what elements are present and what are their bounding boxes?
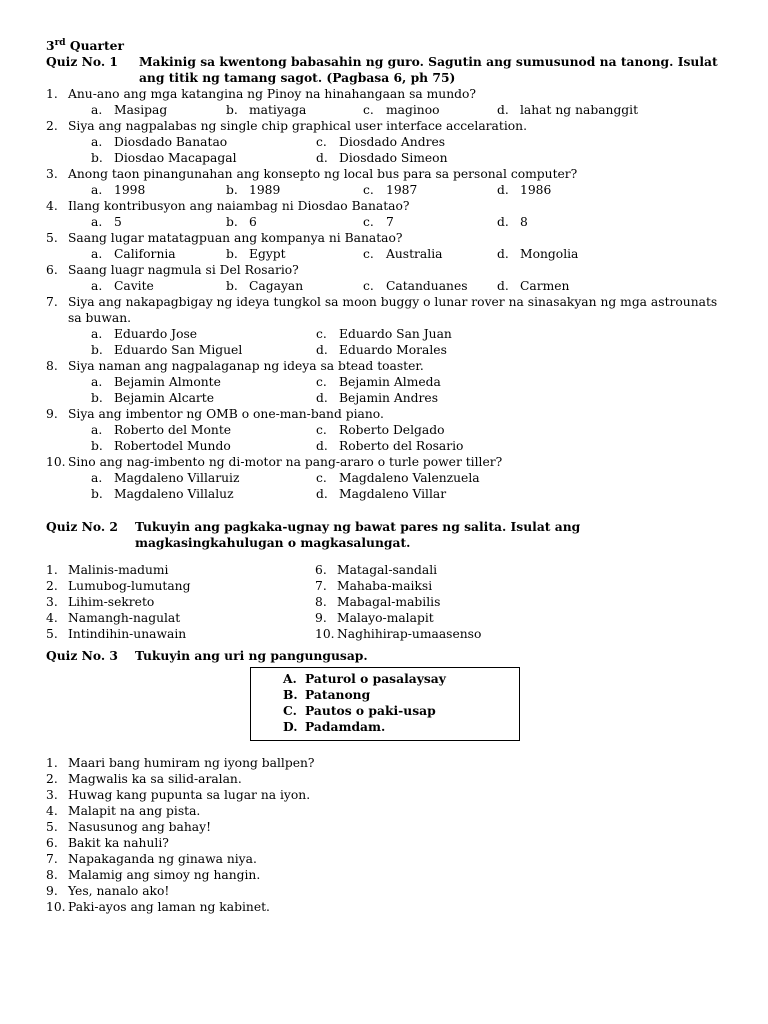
choice-letter: c. <box>316 327 327 341</box>
choice-text: matiyaga <box>249 103 307 117</box>
quiz1-label: Quiz No. 1 <box>46 54 118 69</box>
choice-letter: c. <box>316 423 327 437</box>
choice-text: Diosdado Simeon <box>339 151 448 165</box>
choice <box>226 182 363 198</box>
option-letter: C. <box>283 703 297 718</box>
choices-row <box>46 470 724 486</box>
pair-number: 6. <box>315 563 327 577</box>
choice-letter: b. <box>226 215 238 229</box>
choice-text: Eduardo San Miguel <box>114 343 243 357</box>
choices-row <box>46 486 724 502</box>
quarter-number: 3 <box>46 38 55 53</box>
question-text: Saang luagr nagmula si Del Rosario? <box>68 263 299 277</box>
choice-text: Bejamin Almeda <box>339 375 441 389</box>
choice-letter: d. <box>316 151 328 165</box>
choice-letter: d. <box>497 279 509 293</box>
choice <box>226 246 363 262</box>
choice <box>91 390 316 406</box>
choice-text: Eduardo Jose <box>114 327 198 341</box>
quiz3-instruction: Tukuyin ang uri ng pangungusap. <box>134 648 368 663</box>
choice-letter: c. <box>363 279 374 293</box>
choice-letter: d. <box>316 487 328 501</box>
choice-text: Australia <box>386 247 443 261</box>
choice-text: 8 <box>520 215 528 229</box>
sentence-number: 10. <box>46 900 66 914</box>
option-text: Pautos o paki-usap <box>305 703 436 718</box>
sentence-text: Napakaganda ng ginawa niya. <box>68 852 257 866</box>
choices-row <box>46 214 724 230</box>
sentence-type-option <box>251 671 519 687</box>
choice-text: Cagayan <box>249 279 304 293</box>
choice <box>497 278 569 294</box>
choice <box>316 422 445 438</box>
pair-text: Malayo-malapit <box>337 611 434 625</box>
sentence-item <box>46 819 724 835</box>
choice-letter: b. <box>91 439 103 453</box>
choice-text: 1989 <box>249 183 281 197</box>
choice-text: 1987 <box>386 183 418 197</box>
choice <box>363 182 497 198</box>
quiz3-options-box <box>250 667 520 741</box>
choices-row <box>46 342 724 358</box>
choice <box>91 326 316 342</box>
question <box>46 166 724 182</box>
sentence-type-option <box>251 687 519 703</box>
choice <box>91 486 316 502</box>
sentence-number: 7. <box>46 852 58 866</box>
choice-letter: a. <box>91 375 103 389</box>
quiz2-label: Quiz No. 2 <box>46 519 118 534</box>
choice-text: Magdaleno Valenzuela <box>339 471 480 485</box>
choice-text: lahat ng nabanggit <box>520 103 639 117</box>
choice-letter: b. <box>226 279 238 293</box>
question-number: 6. <box>46 263 58 277</box>
question-text: Anu-ano ang mga katangina ng Pinoy na hinahangaan sa mundo? <box>68 87 476 101</box>
choice <box>316 486 446 502</box>
sentence-item <box>46 771 724 787</box>
word-pair <box>46 626 315 642</box>
choice-text: Robertodel Mundo <box>114 439 231 453</box>
choice <box>91 182 226 198</box>
sentence-item <box>46 867 724 883</box>
question-number: 1. <box>46 87 58 101</box>
sentence-number: 9. <box>46 884 58 898</box>
sentence-text: Magwalis ka sa silid-aralan. <box>68 772 242 786</box>
choices-row <box>46 102 724 118</box>
option-text: Patanong <box>305 687 371 702</box>
option-letter: A. <box>283 671 297 686</box>
question-number: 4. <box>46 199 58 213</box>
choice-letter: d. <box>497 247 509 261</box>
choices-row <box>46 374 724 390</box>
choices-row <box>46 278 724 294</box>
choice <box>91 422 316 438</box>
choice-letter: b. <box>91 151 103 165</box>
sentence-item <box>46 755 724 771</box>
question <box>46 358 724 374</box>
choices-row <box>46 390 724 406</box>
pair-number: 10. <box>315 627 335 641</box>
choice-text: Roberto del Monte <box>114 423 232 437</box>
pair-text: Lumubog-lumutang <box>68 579 191 593</box>
choice-letter: b. <box>226 103 238 117</box>
choice-text: Roberto del Rosario <box>339 439 464 453</box>
question-text: Sino ang nag-imbento ng di-motor na pang-araro o turle power tiller? <box>68 455 503 469</box>
choices-row <box>46 326 724 342</box>
choice-text: Bejamin Alcarte <box>114 391 215 405</box>
pair-number: 8. <box>315 595 327 609</box>
sentence-number: 1. <box>46 756 58 770</box>
pair-text: Matagal-sandali <box>337 563 438 577</box>
choice <box>91 278 226 294</box>
sentence-item <box>46 835 724 851</box>
choice <box>91 438 316 454</box>
choice <box>91 342 316 358</box>
choice-letter: c. <box>363 183 374 197</box>
sentence-type-option <box>251 719 519 735</box>
choice-text: Catanduanes <box>386 279 468 293</box>
choice <box>497 102 638 118</box>
quiz1-instruction: Makinig sa kwentong babasahin ng guro. Sagutin ang sumusunod na tanong. Isulat ang titik ng tamang sagot. (Pagbasa 6, ph 75) <box>138 54 718 85</box>
pair-number: 1. <box>46 563 58 577</box>
choice-letter: a. <box>91 471 103 485</box>
choice-letter: b. <box>91 487 103 501</box>
question <box>46 86 724 102</box>
choice <box>316 326 452 342</box>
pair-text: Namangh-nagulat <box>68 611 181 625</box>
sentence-text: Malamig ang simoy ng hangin. <box>68 868 261 882</box>
sentence-text: Yes, nanalo ako! <box>68 884 170 898</box>
choices-row <box>46 246 724 262</box>
option-text: Paturol o pasalaysay <box>305 671 446 686</box>
choice-text: Diosdao Macapagal <box>114 151 237 165</box>
choice-text: Carmen <box>520 279 570 293</box>
choice-text: 1986 <box>520 183 552 197</box>
sentence-item <box>46 803 724 819</box>
choice <box>226 102 363 118</box>
choice-letter: a. <box>91 423 103 437</box>
question-text: Anong taon pinangunahan ang konsepto ng local bus para sa personal computer? <box>68 167 578 181</box>
sentence-item <box>46 787 724 803</box>
pair-text: Malinis-madumi <box>68 563 169 577</box>
pair-text: Mabagal-mabilis <box>337 595 441 609</box>
sentence-text: Paki-ayos ang laman ng kabinet. <box>68 900 270 914</box>
choice-text: Mongolia <box>520 247 579 261</box>
choice-letter: b. <box>226 247 238 261</box>
sentence-number: 6. <box>46 836 58 850</box>
quarter-suffix: rd <box>54 37 66 48</box>
choice-letter: a. <box>91 135 103 149</box>
choice-text: Bejamin Andres <box>339 391 439 405</box>
choice-text: Diosdado Banatao <box>114 135 228 149</box>
choice-letter: d. <box>497 183 509 197</box>
choices-row <box>46 182 724 198</box>
choice <box>363 246 497 262</box>
option-text: Padamdam. <box>305 719 386 734</box>
quiz3-sentences <box>46 755 724 915</box>
quiz2-instruction: Tukuyin ang pagkaka-ugnay ng bawat pares ng salita. Isulat ang magkasingkahulugan o magkasalungat. <box>134 519 581 550</box>
choice-letter: c. <box>316 471 327 485</box>
pair-number: 7. <box>315 579 327 593</box>
choice-text: Magdaleno Villaruiz <box>114 471 240 485</box>
pair-number: 9. <box>315 611 327 625</box>
choice-letter: d. <box>497 103 509 117</box>
choices-row <box>46 134 724 150</box>
word-pair <box>315 578 481 594</box>
pairs-left-column <box>46 562 315 642</box>
choice-letter: a. <box>91 103 103 117</box>
sentence-text: Maari bang humiram ng iyong ballpen? <box>68 756 315 770</box>
question-text: Siya naman ang nagpalaganap ng ideya sa btead toaster. <box>68 359 424 373</box>
choice-text: 6 <box>249 215 257 229</box>
choice-letter: a. <box>91 327 103 341</box>
sentence-item <box>46 883 724 899</box>
word-pair <box>315 594 481 610</box>
choice <box>316 134 445 150</box>
question <box>46 118 724 134</box>
pair-number: 5. <box>46 627 58 641</box>
pair-number: 3. <box>46 595 58 609</box>
pair-number: 4. <box>46 611 58 625</box>
sentence-number: 3. <box>46 788 58 802</box>
question-text: Siya ang nagpalabas ng single chip graphical user interface accelaration. <box>68 119 527 133</box>
question-text: Saang lugar matatagpuan ang kompanya ni Banatao? <box>68 231 403 245</box>
choice-text: California <box>114 247 176 261</box>
choice-letter: a. <box>91 247 103 261</box>
choices-row <box>46 150 724 166</box>
question <box>46 262 724 278</box>
choice-letter: c. <box>316 135 327 149</box>
choice-text: Diosdado Andres <box>339 135 446 149</box>
quiz1-questions <box>46 86 724 502</box>
word-pair <box>315 626 481 642</box>
question-number: 9. <box>46 407 58 421</box>
choice-letter: d. <box>316 343 328 357</box>
choice <box>91 470 316 486</box>
choice-text: 7 <box>386 215 394 229</box>
question-text: Ilang kontribusyon ang naiambag ni Diosdao Banatao? <box>68 199 410 213</box>
question-text: Siya ang nakapagbigay ng ideya tungkol sa moon buggy o lunar rover na sinasakyan ng mga astrounats sa buwan. <box>68 295 718 325</box>
choice <box>91 134 316 150</box>
question <box>46 198 724 214</box>
question-number: 10. <box>46 455 66 469</box>
choice-text: maginoo <box>386 103 440 117</box>
quiz3-label: Quiz No. 3 <box>46 648 118 663</box>
sentence-item <box>46 899 724 915</box>
choice-text: Eduardo San Juan <box>339 327 452 341</box>
choice <box>226 278 363 294</box>
choice-text: Roberto Delgado <box>339 423 445 437</box>
choice-letter: b. <box>91 343 103 357</box>
choice-text: Magdaleno Villar <box>339 487 447 501</box>
choice-text: Bejamin Almonte <box>114 375 221 389</box>
choice <box>316 374 441 390</box>
sentence-number: 8. <box>46 868 58 882</box>
sentence-number: 2. <box>46 772 58 786</box>
choice <box>316 438 463 454</box>
word-pair <box>46 562 315 578</box>
word-pair <box>46 578 315 594</box>
choice-text: 1998 <box>114 183 146 197</box>
choice <box>316 150 448 166</box>
quiz2-pairs <box>46 562 724 642</box>
question-number: 2. <box>46 119 58 133</box>
choice <box>363 214 497 230</box>
quiz2-heading <box>46 519 724 551</box>
sentence-text: Nasusunog ang bahay! <box>68 820 212 834</box>
choice <box>91 374 316 390</box>
question-number: 7. <box>46 295 58 309</box>
sentence-item <box>46 851 724 867</box>
sentence-text: Huwag kang pupunta sa lugar na iyon. <box>68 788 311 802</box>
question-number: 3. <box>46 167 58 181</box>
question <box>46 454 724 470</box>
choice-letter: b. <box>91 391 103 405</box>
choice <box>226 214 363 230</box>
choice-letter: a. <box>91 215 103 229</box>
pairs-right-column <box>315 562 481 642</box>
choice <box>316 342 447 358</box>
sentence-number: 5. <box>46 820 58 834</box>
option-letter: D. <box>283 719 298 734</box>
question <box>46 294 724 326</box>
choice <box>497 182 551 198</box>
word-pair <box>46 594 315 610</box>
choices-row <box>46 422 724 438</box>
sentence-text: Bakit ka nahuli? <box>68 836 169 850</box>
choice <box>91 150 316 166</box>
choice-letter: c. <box>363 215 374 229</box>
pair-text: Mahaba-maiksi <box>337 579 433 593</box>
choice <box>497 246 578 262</box>
word-pair <box>315 610 481 626</box>
sentence-text: Malapit na ang pista. <box>68 804 201 818</box>
choices-row <box>46 438 724 454</box>
choice-text: Cavite <box>114 279 154 293</box>
pair-text: Intindihin-unawain <box>68 627 187 641</box>
question <box>46 406 724 422</box>
quarter-heading <box>46 38 724 54</box>
choice-text: Masipag <box>114 103 168 117</box>
choice <box>363 278 497 294</box>
word-pair <box>315 562 481 578</box>
choice <box>91 246 226 262</box>
choice-letter: c. <box>316 375 327 389</box>
sentence-type-option <box>251 703 519 719</box>
question-number: 5. <box>46 231 58 245</box>
choice-letter: d. <box>497 215 509 229</box>
choice <box>316 470 480 486</box>
choice-letter: d. <box>316 391 328 405</box>
pair-number: 2. <box>46 579 58 593</box>
choice-letter: b. <box>226 183 238 197</box>
choice-letter: a. <box>91 183 103 197</box>
choice-text: 5 <box>114 215 122 229</box>
choice <box>497 214 528 230</box>
choice-text: Egypt <box>249 247 286 261</box>
quiz3-heading <box>46 648 724 664</box>
question-text: Siya ang imbentor ng OMB o one-man-band piano. <box>68 407 384 421</box>
question <box>46 230 724 246</box>
sentence-number: 4. <box>46 804 58 818</box>
choice <box>363 102 497 118</box>
pair-text: Lihim-sekreto <box>68 595 155 609</box>
choice <box>91 102 226 118</box>
choice-letter: c. <box>363 247 374 261</box>
choice <box>316 390 438 406</box>
choice-letter: c. <box>363 103 374 117</box>
word-pair <box>46 610 315 626</box>
choice-text: Magdaleno Villaluz <box>114 487 234 501</box>
question-number: 8. <box>46 359 58 373</box>
choice-letter: a. <box>91 279 103 293</box>
pair-text: Naghihirap-umaasenso <box>337 627 482 641</box>
choice-letter: d. <box>316 439 328 453</box>
option-letter: B. <box>283 687 298 702</box>
choice <box>91 214 226 230</box>
choice-text: Eduardo Morales <box>339 343 447 357</box>
quarter-label: Quarter <box>69 38 124 53</box>
quiz1-heading <box>46 54 724 86</box>
